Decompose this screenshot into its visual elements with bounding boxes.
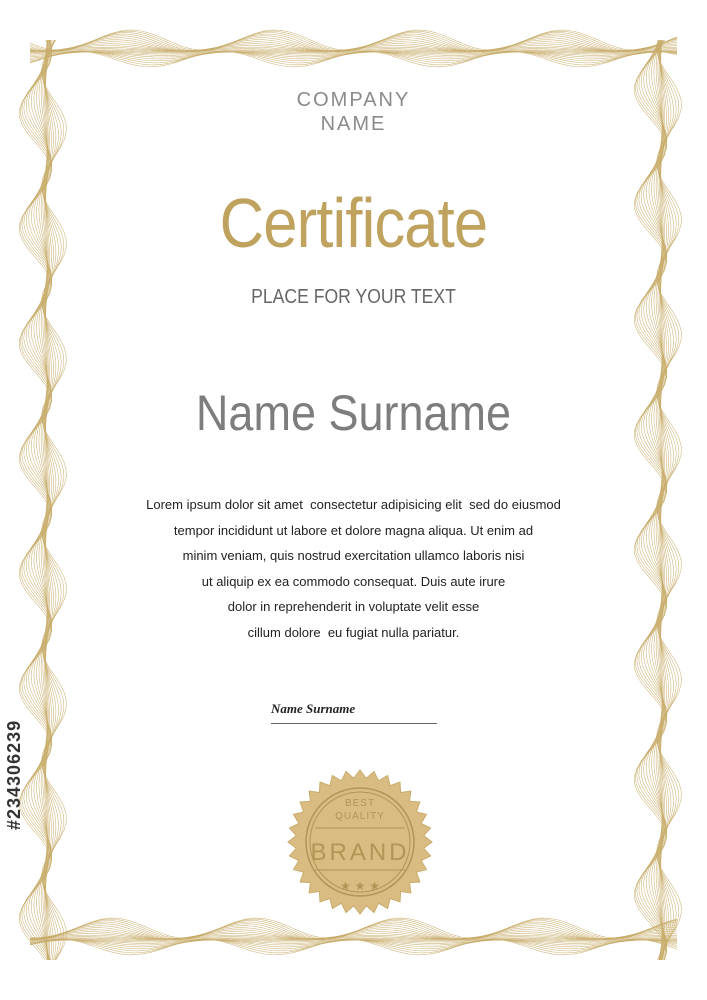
stock-image-id-watermark <box>4 719 144 830</box>
certificate-body-text <box>90 492 617 646</box>
body-line: dolor in reprehenderit in voluptate velit esse <box>227 599 480 615</box>
signature-line <box>271 723 437 724</box>
body-line: minim veniam, quis nostrud exercitation ullamco laboris nisi <box>182 548 525 564</box>
seal-middle-text: QUALITY <box>335 811 385 822</box>
body-line: ut aliquip ex ea commodo consequat. Duis aute irure <box>201 573 506 589</box>
body-line: tempor incididunt ut labore et dolore magna aliqua. Ut enim ad <box>173 522 534 538</box>
body-line: Lorem ipsum dolor sit amet consectetur adipisicing elit sed do eiusmod <box>146 497 561 512</box>
seal-top-text: BEST <box>344 798 376 809</box>
certificate-title: Certificate <box>219 184 488 262</box>
certificate-subtitle: PLACE FOR YOUR TEXT <box>251 286 456 308</box>
company-name-line-2: NAME <box>320 113 387 135</box>
brand-seal-icon <box>287 764 433 920</box>
seal-stars: ★ ★ ★ <box>340 879 380 893</box>
seal-brand-text: BRAND <box>310 839 410 866</box>
company-name-line-1: COMPANY <box>296 89 411 111</box>
body-line: cillum dolore eu fugiat nulla pariatur. <box>247 624 460 640</box>
recipient-name: Name Surname <box>195 385 512 441</box>
signature-name-label: Name Surname <box>271 701 356 716</box>
stock-id-text: #234306239 <box>4 719 24 830</box>
